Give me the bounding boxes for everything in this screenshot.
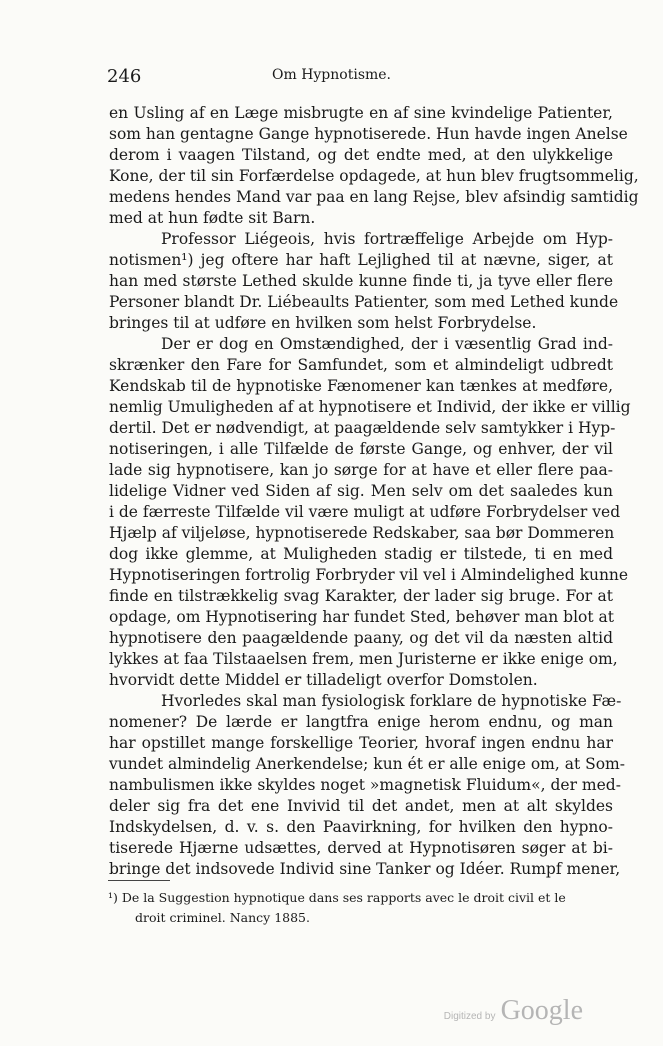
text-line: medens hendes Mand var paa en lang Rejse, blev afsindig samtidig xyxy=(109,188,639,206)
text-line: derom i vaagen Tilstand, og det endte med, at den ulykkelige xyxy=(109,146,613,164)
text-line: en Usling af en Læge misbrugte en af sine kvindelige Patienter, xyxy=(109,104,613,122)
text-line: Kone, der til sin Forfærdelse opdagede, at hun blev frugtsommelig, xyxy=(109,167,639,185)
footnote-line: ¹) De la Suggestion hypnotique dans ses rapports avec le droit civil et le xyxy=(108,890,566,905)
text-line: Indskydelsen, d. v. s. den Paavirkning, for hvilken den hypno- xyxy=(109,818,613,836)
footnote-line: droit criminel. Nancy 1885. xyxy=(135,910,310,925)
google-logo: Google xyxy=(500,995,583,1026)
text-line: som han gentagne Gange hypnotiserede. Hun havde ingen Anelse xyxy=(109,125,628,143)
text-line: notiseringen, i alle Tilfælde de første Gange, og enhver, der vil xyxy=(109,440,613,458)
text-line: han med største Lethed skulde kunne finde ti, ja tyve eller flere xyxy=(109,272,613,290)
text-line: med at hun fødte sit Barn. xyxy=(109,209,316,227)
text-line: finde en tilstrækkelig svag Karakter, der lader sig bruge. For at xyxy=(109,587,613,605)
text-line: Der er dog en Omstændighed, der i væsentlig Grad ind- xyxy=(161,335,613,353)
text-line: lidelige Vidner ved Siden af sig. Men selv om det saaledes kun xyxy=(109,482,613,500)
digitized-by-google-watermark xyxy=(444,995,583,1027)
text-line: Hvorledes skal man fysiologisk forklare de hypnotiske Fæ- xyxy=(161,692,622,710)
text-line: tiserede Hjærne udsættes, derved at Hypnotisøren søger at bi- xyxy=(109,839,613,857)
text-line: deler sig fra det ene Invivid til det andet, men at alt skyldes xyxy=(109,797,613,815)
text-line: vundet almindelig Anerkendelse; kun ét er alle enige om, at Som- xyxy=(109,755,625,773)
text-line: notismen¹) jeg oftere har haft Lejlighed til at nævne, siger, at xyxy=(109,251,613,269)
footnote xyxy=(108,888,566,928)
text-line: har opstillet mange forskellige Teorier, hvoraf ingen endnu har xyxy=(109,734,613,752)
text-line: Professor Liégeois, hvis fortræffelige Arbejde om Hyp- xyxy=(161,230,613,248)
text-line: nambulismen ikke skyldes noget »magnetisk Fluidum«, der med- xyxy=(109,776,621,794)
text-line: hvorvidt dette Middel er tilladeligt overfor Domstolen. xyxy=(109,671,538,689)
page-number: 246 xyxy=(107,66,142,87)
text-line: dog ikke glemme, at Muligheden stadig er tilstede, ti en med xyxy=(109,545,613,563)
text-line: lykkes at faa Tilstaaelsen frem, men Juristerne er ikke enige om, xyxy=(109,650,618,668)
text-line: nomener? De lærde er langtfra enige herom endnu, og man xyxy=(109,713,613,731)
footnote-rule xyxy=(108,880,170,881)
text-line: Kendskab til de hypnotiske Fænomener kan tænkes at medføre, xyxy=(109,377,613,395)
text-line: dertil. Det er nødvendigt, at paagældende selv samtykker i Hyp- xyxy=(109,419,616,437)
text-line: bringe det indsovede Individ sine Tanker og Idéer. Rumpf mener, xyxy=(109,860,621,878)
running-title: Om Hypnotisme. xyxy=(271,67,392,83)
text-line: Hypnotiseringen fortrolig Forbryder vil vel i Almindelighed kunne xyxy=(109,566,629,584)
text-line: i de færreste Tilfælde vil være muligt at udføre Forbrydelser ved xyxy=(109,503,621,521)
text-line: Personer blandt Dr. Liébeaults Patienter, som med Lethed kunde xyxy=(109,293,619,311)
text-line: skrænker den Fare for Samfundet, som et almindeligt udbredt xyxy=(109,356,613,374)
text-line: nemlig Umuligheden af at hypnotisere et Individ, der ikke er villig xyxy=(109,398,631,416)
text-line: Hjælp af viljeløse, hypnotiserede Redskaber, saa bør Dommeren xyxy=(109,524,615,542)
watermark-prefix: Digitized by xyxy=(443,1011,496,1022)
text-line: hypnotisere den paagældende paany, og det vil da næsten altid xyxy=(109,629,613,647)
text-line: bringes til at udføre en hvilken som helst Forbrydelse. xyxy=(109,314,537,332)
text-line: opdage, om Hypnotisering har fundet Sted, behøver man blot at xyxy=(109,608,615,626)
text-line: lade sig hypnotisere, kan jo sørge for at have et eller flere paa- xyxy=(109,461,613,479)
